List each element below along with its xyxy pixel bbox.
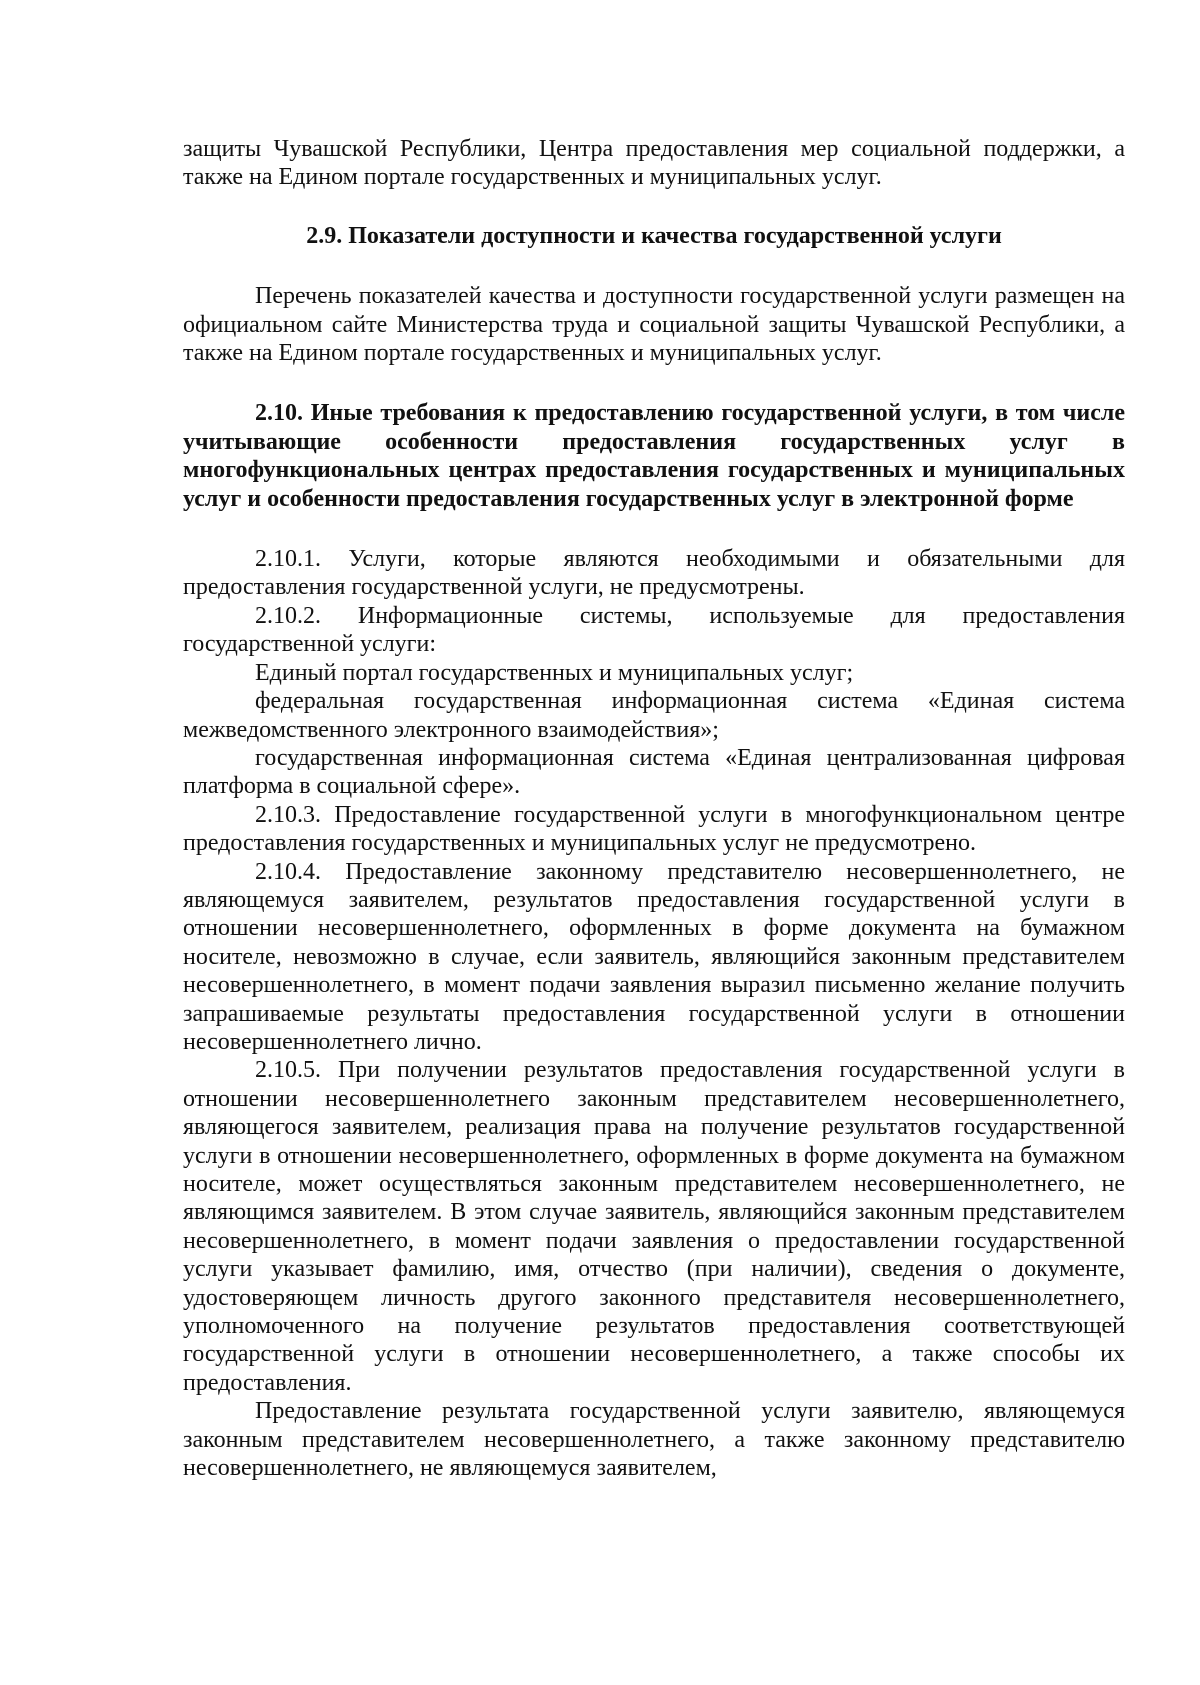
list-item-portal: Единый портал государственных и муниципальных услуг;: [255, 659, 854, 686]
document-page: [183, 135, 1125, 1482]
paragraph-2-9: Перечень показателей качества и доступности государственной услуги размещен на официальном сайте Министерства труда и социальной защиты Чувашской Республики, а также на Едином портале государственных и муниципальных услуг.: [183, 283, 1125, 367]
paragraph-2-10-4: 2.10.4. Предоставление законному представителю несовершеннолетнего, не являющемуся заявителем, результатов предоставления государственной услуги в отношении несовершеннолетнего, оформленных в форме документа на бумажном носителе, невозможно в случае, если заявитель, являющийся законным представителем несовершеннолетнего, в момент подачи заявления выразил письменно желание получить запрашиваемые результаты предоставления государственной услуги в отношении несовершеннолетнего лично.: [183, 858, 1125, 1055]
heading-2-10: 2.10. Иные требования к предоставлению государственной услуги, в том числе учитывающие особенности предоставления государственных услуг в многофункциональных центрах предоставления государственных и муниципальных услуг и особенности предоставления государственных услуг в электронной форме: [183, 400, 1125, 512]
paragraph-2-10-2: 2.10.2. Информационные системы, используемые для предоставления государственной услуги:: [183, 602, 1125, 658]
paragraph-2-10-3: 2.10.3. Предоставление государственной услуги в многофункциональном центре предоставления государственных и муниципальных услуг не предусмотрено.: [183, 801, 1125, 857]
paragraph-top: защиты Чувашской Республики, Центра предоставления мер социальной поддержки, а также на Едином портале государственных и муниципальных услуг.: [183, 136, 1125, 191]
heading-2-9: 2.9. Показатели доступности и качества государственной услуги: [306, 222, 1002, 249]
paragraph-2-10-5: 2.10.5. При получении результатов предоставления государственной услуги в отношении несовершеннолетнего законным представителем несовершеннолетнего, являющегося заявителем, реализация права на получение результатов государственной услуги в отношении несовершеннолетнего, оформленных в форме документа на бумажном носителе, может осуществляться законным представителем несовершеннолетнего, не являющимся заявителем. В этом случае заявитель, являющийся законным представителем несовершеннолетнего, в момент подачи заявления о предоставлении государственной услуги указывает фамилию, имя, отчество (при наличии), сведения о документе, удостоверяющем личность другого законного представителя несовершеннолетнего, уполномоченного на получение результатов предоставления соответствующей государственной услуги в отношении несовершеннолетнего, а также способы их предоставления.: [183, 1057, 1125, 1396]
paragraph-last: Предоставление результата государственной услуги заявителю, являющемуся законным представителем несовершеннолетнего, а также законному представителю несовершеннолетнего, не являющемуся заявителем,: [183, 1398, 1125, 1482]
list-item-platform: государственная информационная система «Единая централизованная цифровая платформа в социальной сфере».: [183, 744, 1125, 800]
paragraph-2-10-1: 2.10.1. Услуги, которые являются необходимыми и обязательными для предоставления государственной услуги, не предусмотрены.: [183, 546, 1125, 601]
list-item-smev: федеральная государственная информационная система «Единая система межведомственного электронного взаимодействия»;: [183, 688, 1125, 743]
